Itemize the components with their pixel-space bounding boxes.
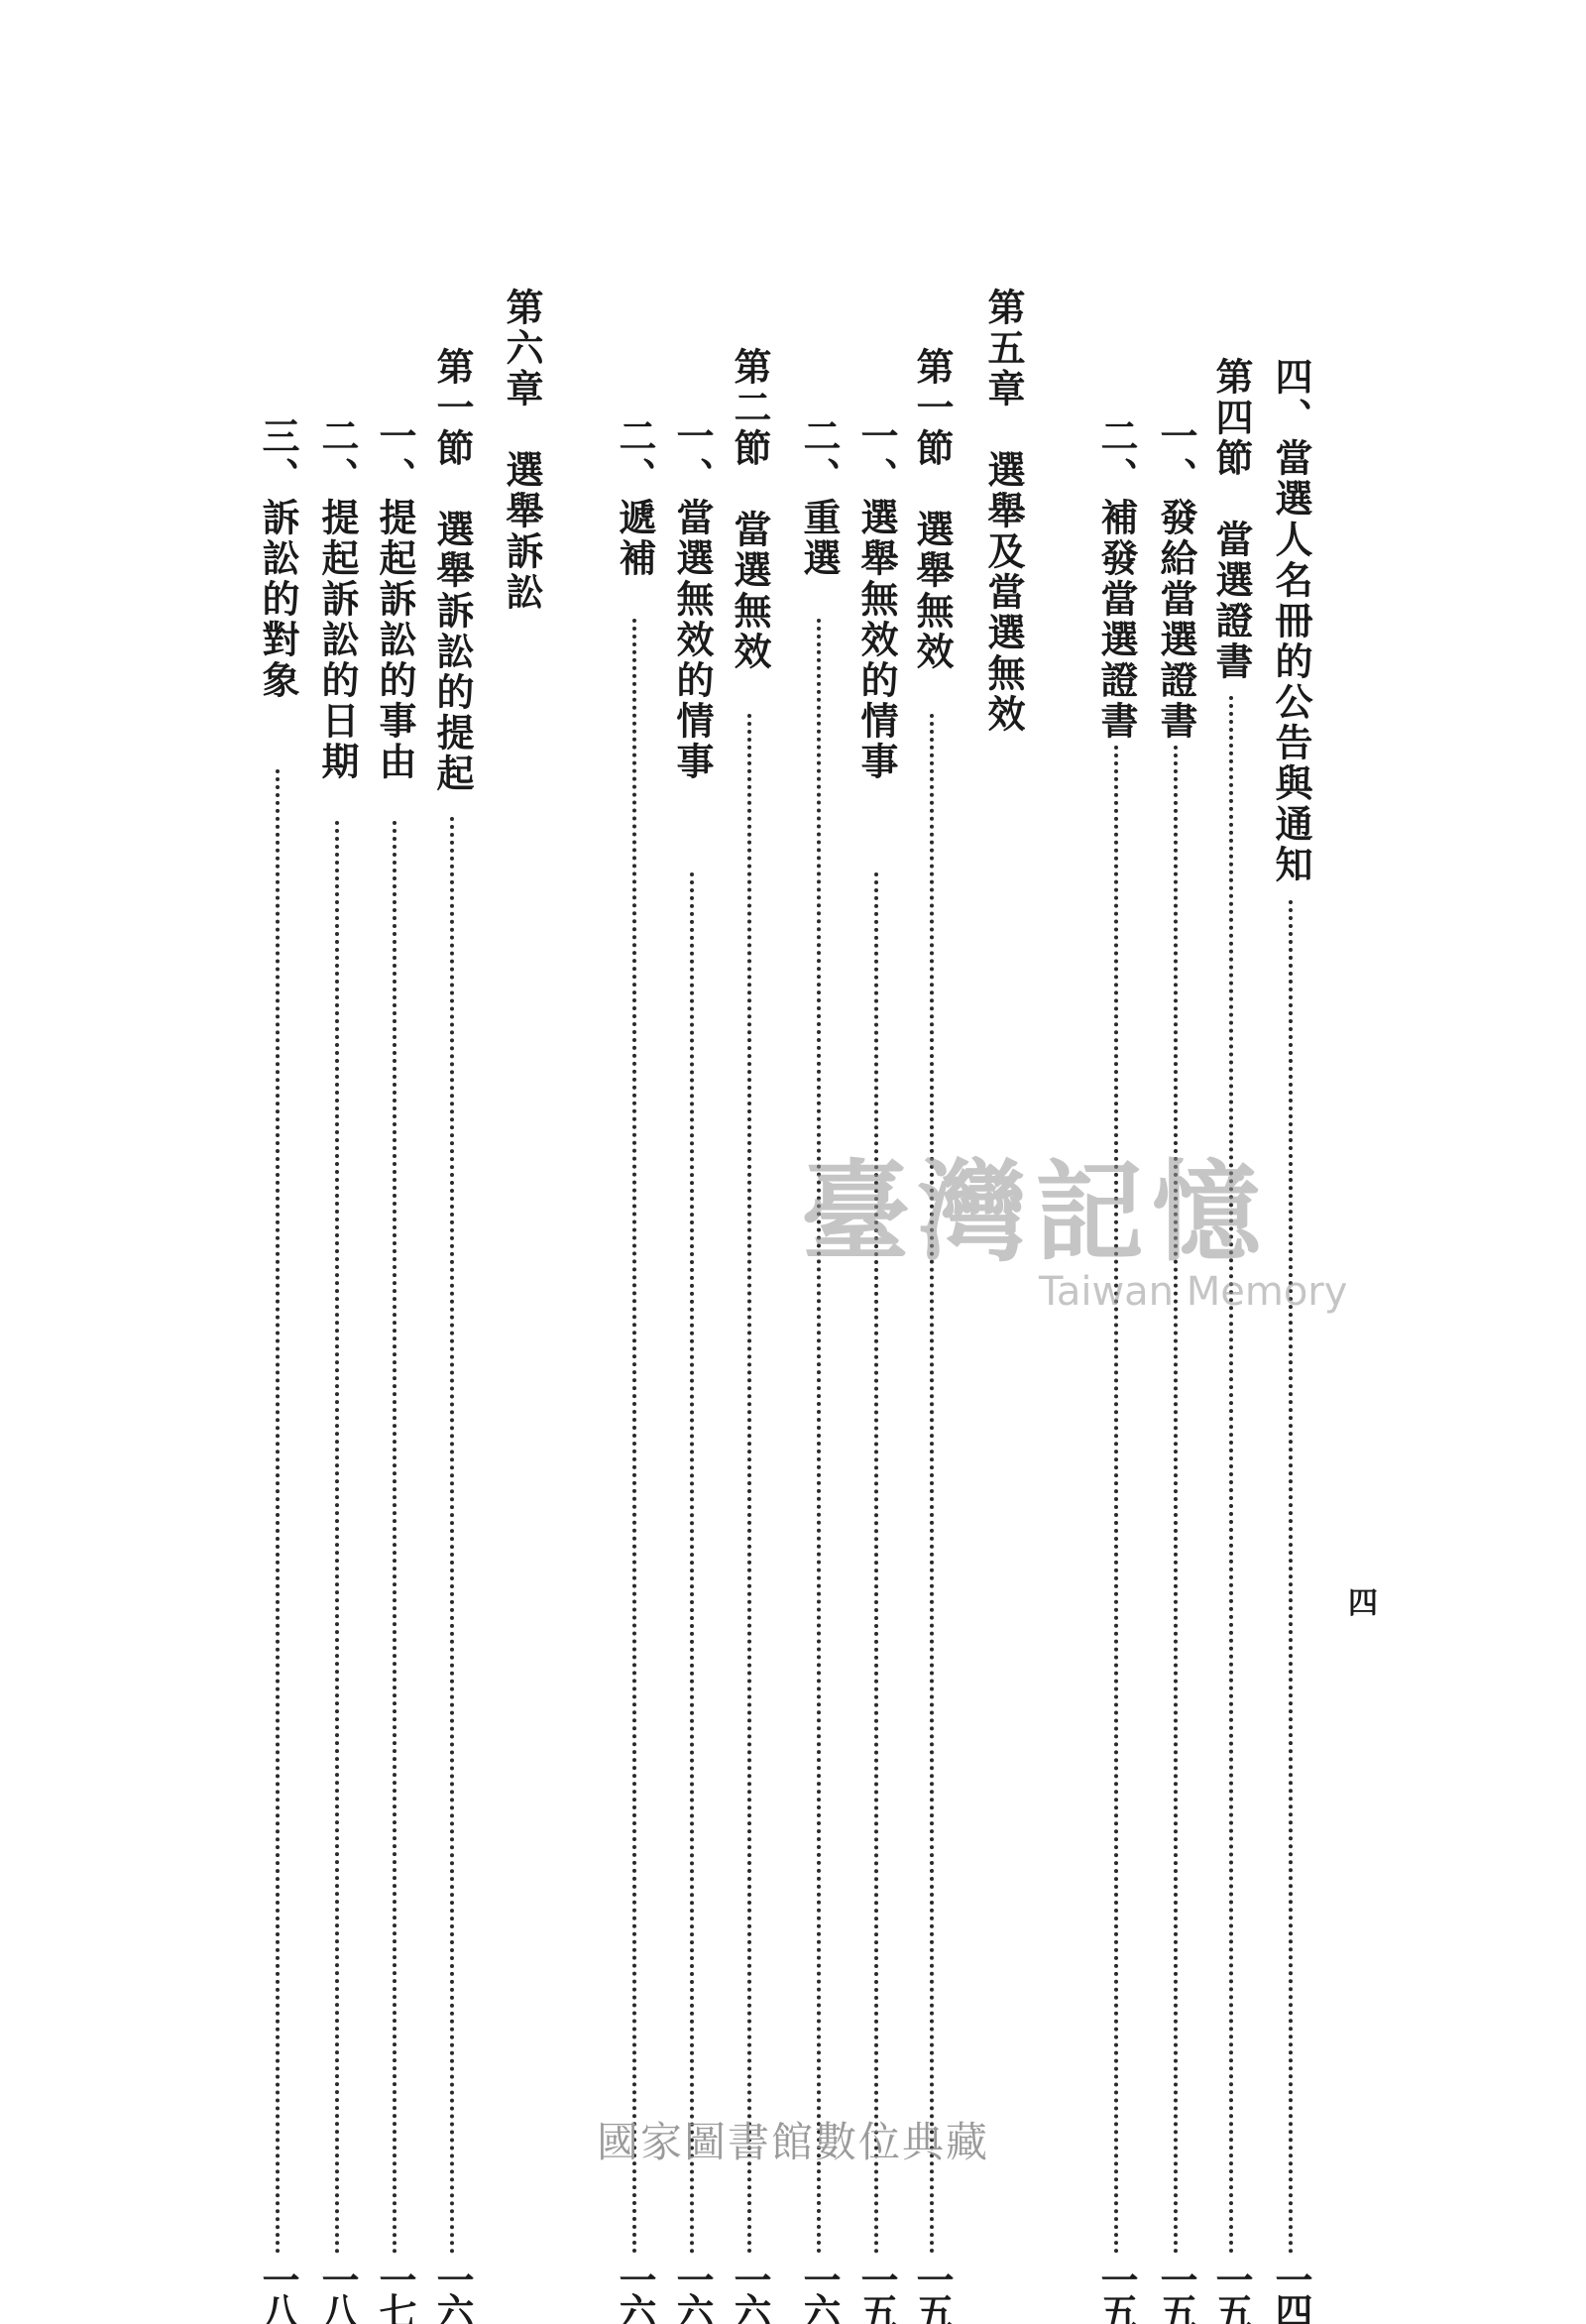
leader-dots [1289, 900, 1293, 2255]
toc-entry-title: 一、選舉無效的情事 [854, 416, 899, 782]
toc-entry-page: 一六 [613, 2261, 657, 2324]
leader-dots [817, 619, 821, 2255]
toc-entry-page: 一八 [256, 2261, 300, 2324]
toc-entry-page: 一五 [1154, 2261, 1198, 2324]
leader-dots [276, 769, 280, 2255]
leader-dots [393, 821, 396, 2255]
toc-entry-page: 一五 [854, 2261, 899, 2324]
toc-entry-page: 一八 [315, 2261, 360, 2324]
toc-entry-title: 第四節 當選證書 [1209, 357, 1254, 682]
leader-dots [1114, 746, 1118, 2255]
toc-entry-title: 第二節 當選無效 [728, 347, 772, 672]
toc-entry-page: 一七 [373, 2261, 417, 2324]
toc-entry-title: 二、補發當選證書 [1094, 416, 1139, 742]
toc-entry-page: 一六 [670, 2261, 715, 2324]
leader-dots [1229, 696, 1233, 2255]
toc-entry-title: 一、發給當選證書 [1154, 416, 1198, 742]
leader-dots [335, 821, 339, 2255]
toc-entry-title: 二、重選 [797, 416, 842, 579]
toc-entry-title: 四、當選人名冊的公告與通知 [1269, 357, 1313, 885]
toc-entry-title: 二、提起訴訟的日期 [315, 416, 360, 782]
toc-entry-title: 二、遞補 [613, 416, 657, 579]
toc-entry-page: 一四 [1269, 2261, 1313, 2324]
toc-entry-page: 一五 [1209, 2261, 1254, 2324]
toc-entry-title: 第一節 選舉無效 [910, 347, 955, 672]
leader-dots [690, 872, 694, 2255]
leader-dots [450, 817, 454, 2255]
leader-dots [874, 872, 878, 2255]
toc-entry-title: 第一節 選舉訴訟的提起 [430, 347, 475, 794]
toc-entry-title: 第五章 選舉及當選無效 [981, 288, 1026, 735]
leader-dots [632, 619, 636, 2255]
footer-caption: 國家圖書館數位典藏 [596, 2118, 989, 2166]
page-number: 四 [1348, 1586, 1378, 1621]
watermark-english: Taiwan Memory [1039, 1269, 1348, 1315]
leader-dots [930, 714, 934, 2255]
toc-entry-title: 三、訴訟的對象 [256, 416, 300, 701]
toc-entry-page: 一六 [430, 2261, 475, 2324]
leader-dots [747, 714, 751, 2255]
toc-entry-page: 一五 [910, 2261, 955, 2324]
toc-entry-page: 一六 [797, 2261, 842, 2324]
watermark-chinese: 臺灣記憶 [801, 1148, 1269, 1276]
toc-entry-title: 一、提起訴訟的事由 [373, 416, 417, 782]
leader-dots [1174, 746, 1178, 2255]
toc-entry-title: 第六章 選舉訴訟 [500, 288, 544, 613]
toc-entry-page: 一五 [1094, 2261, 1139, 2324]
toc-entry-page: 一六 [728, 2261, 772, 2324]
toc-entry-title: 一、當選無效的情事 [670, 416, 715, 782]
